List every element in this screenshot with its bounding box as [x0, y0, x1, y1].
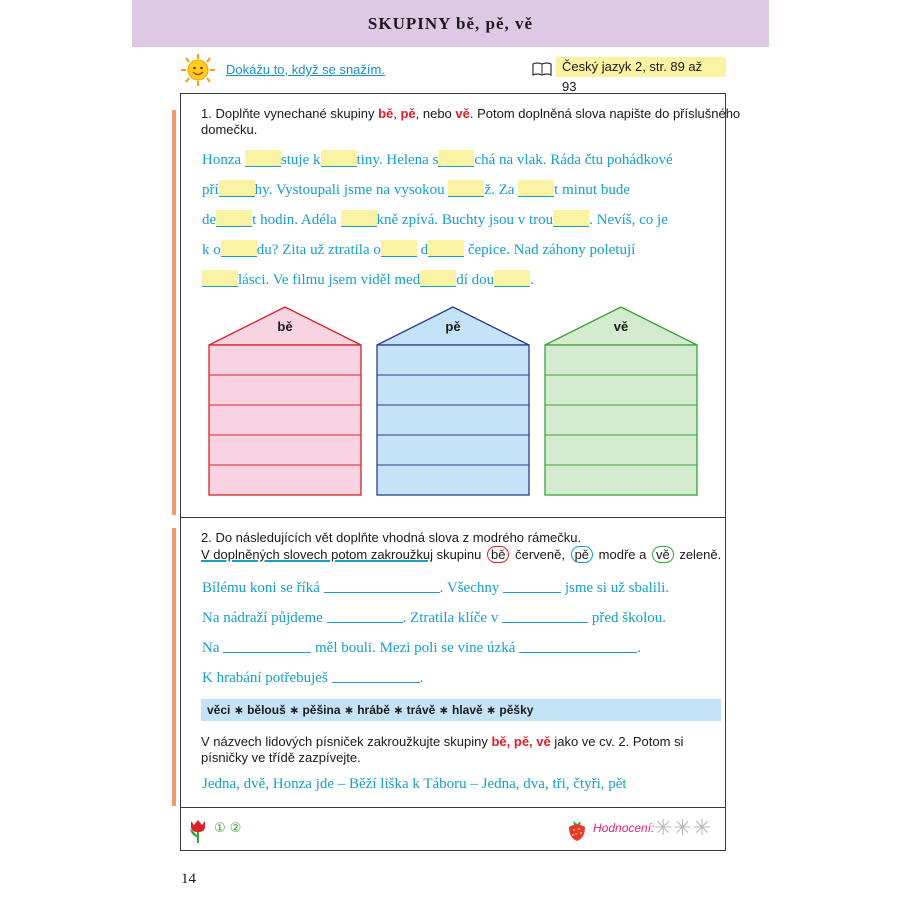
task2-sentence-4: K hrabání potřebuješ . [202, 670, 424, 686]
house-be [209, 307, 361, 495]
accent-bar-2 [172, 528, 176, 806]
section-divider [181, 517, 725, 518]
blank-field[interactable] [324, 580, 440, 593]
task2-sentence-3: Na měl bouli. Mezi poli se vine úzká . [202, 640, 641, 656]
rating-stars[interactable]: ✳✳✳ [654, 816, 713, 841]
page-title: SKUPINY bě, pě, vě [367, 13, 534, 33]
task1-line-2: pří hy. Vystoupali jsme na vysokou ž. Za t minut bude [202, 182, 630, 198]
gap-field[interactable] [221, 240, 257, 257]
circle-pe: pě [571, 546, 593, 563]
house-ve [545, 307, 697, 495]
gap-field[interactable] [438, 150, 474, 167]
subheader [180, 52, 726, 94]
gap-field[interactable] [245, 150, 281, 167]
gap-field[interactable] [494, 270, 530, 287]
songs-line: Jedna, dvě, Honza jde – Běží liška k Táboru – Jedna, dva, tři, čtyři, pět [202, 776, 627, 792]
task1-line-3: de t hodin. Adéla kně zpívá. Buchty jsou v trou . Nevíš, co je [202, 212, 668, 228]
strawberry-icon [566, 818, 588, 842]
task1-line-5: lásci. Ve filmu jsem viděl med dí dou . [202, 270, 534, 289]
gap-field[interactable] [553, 210, 589, 227]
circle-ve: vě [652, 546, 674, 563]
blank-field[interactable] [332, 670, 420, 683]
gap-field[interactable] [420, 270, 456, 287]
word-box: věci ∗ bělouš ∗ pěšina ∗ hrábě ∗ trávě ∗ hlavě ∗ pěšky [201, 699, 721, 721]
task2-sentence-1: Bílému koni se říká . Všechny jsme si už sbalili. [202, 580, 670, 596]
house-label: vě [613, 319, 629, 334]
house-label: bě [277, 319, 293, 334]
house-label: pě [445, 319, 461, 334]
task1-line-1: Honza stuje k tiny. Helena s chá na vlak. Ráda čtu pohádkové [202, 152, 673, 168]
circle-be: bě [487, 546, 509, 563]
gap-field[interactable] [202, 270, 238, 287]
gap-field[interactable] [448, 180, 484, 197]
gap-field[interactable] [518, 180, 554, 197]
motto-text: Dokážu to, když se snažím. [226, 62, 385, 77]
task2-instructions: 2. Do následujících vět doplňte vhodná slova z modrého rámečku. V doplněných slovech potom zakroužkuj skupinu bě červeně, pě modře a vě zeleně. [201, 530, 722, 562]
blank-field[interactable] [502, 610, 588, 623]
task1-line-4: k o du? Zita už ztratila o d čepice. Nad záhony poletují [202, 242, 636, 258]
blank-field[interactable] [223, 640, 311, 653]
textbook-reference: Český jazyk 2, str. 89 až 93 [556, 57, 726, 77]
gap-field[interactable] [216, 210, 252, 227]
gap-field[interactable] [321, 150, 357, 167]
gap-field[interactable] [219, 180, 255, 197]
gap-field[interactable] [428, 240, 464, 257]
task1-instructions: 1. Doplňte vynechané skupiny bě, pě, nebo vě. Potom doplněná slova napište do příslušného domečku. [201, 106, 741, 137]
rating-label: Hodnocení: [593, 821, 655, 835]
footer-divider [181, 807, 725, 808]
book-icon [532, 62, 552, 76]
blank-field[interactable] [327, 610, 403, 623]
accent-bar-1 [172, 110, 176, 515]
gap-field[interactable] [341, 210, 377, 227]
header-band [132, 0, 769, 47]
blank-field[interactable] [519, 640, 637, 653]
blank-field[interactable] [503, 580, 561, 593]
task2-sentence-2: Na nádraží půjdeme . Ztratila klíče v před školou. [202, 610, 666, 626]
house-pe [377, 307, 529, 495]
houses-diagram [205, 305, 705, 500]
difficulty-levels: ① ② [214, 821, 242, 836]
tulip-icon [187, 818, 209, 844]
gap-field[interactable] [381, 240, 417, 257]
sun-icon [180, 53, 216, 87]
page-number: 14 [181, 871, 196, 887]
songs-instructions: V názvech lidových písniček zakroužkujte skupiny bě, pě, vě jako ve cv. 2. Potom si písničky ve třídě zazpívejte. [201, 734, 684, 765]
